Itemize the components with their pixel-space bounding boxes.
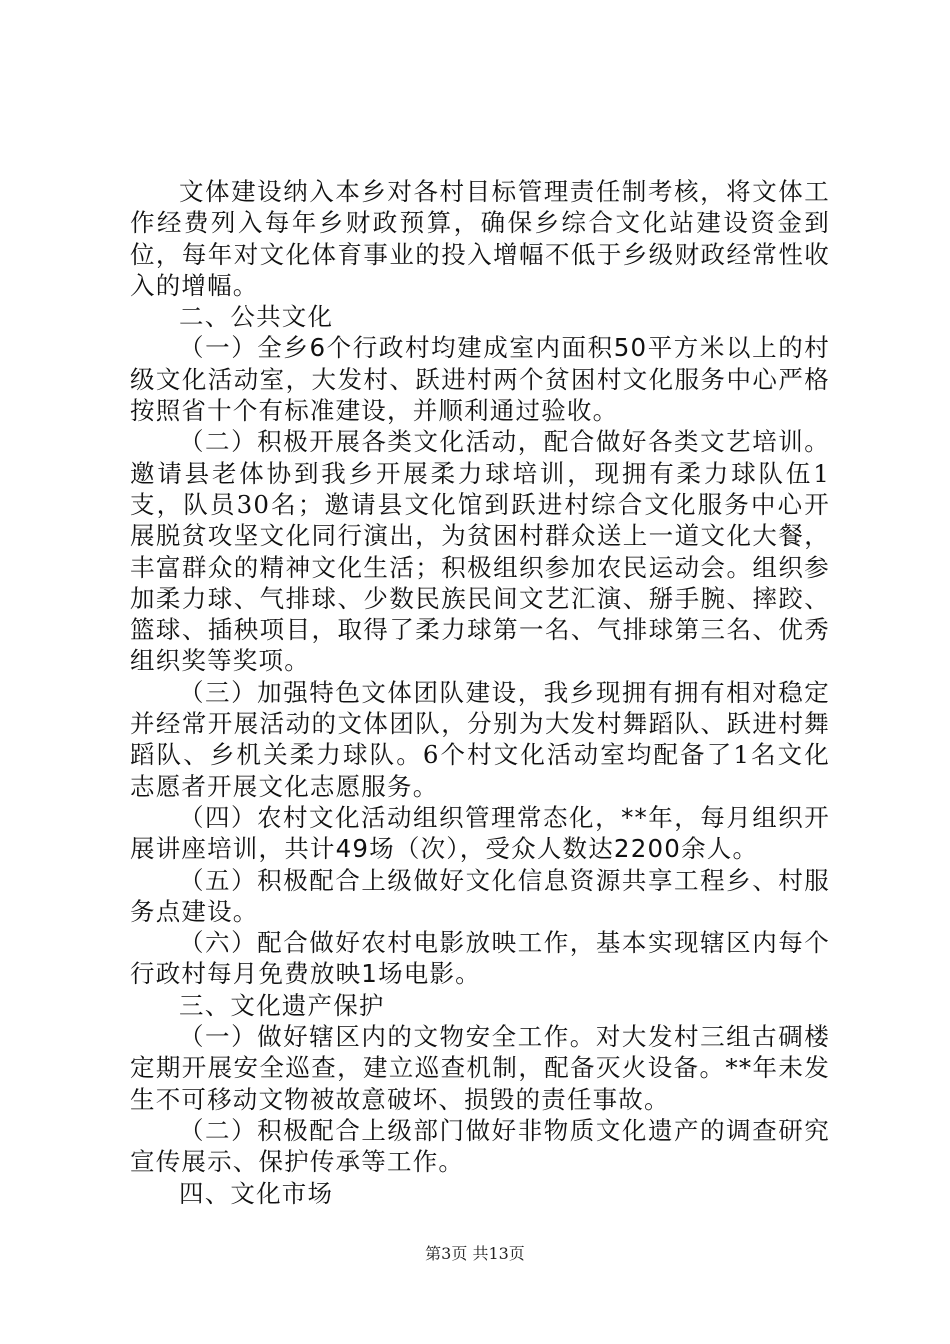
paragraph-heritage-2 <box>130 1115 830 1178</box>
paragraph-text: 邀请县老体协到我乡开展柔力球培训，现拥有柔力球队伍1支，队员30名；邀请县文化馆到跃进村综合文化服务中心开展脱贫攻坚文化同行演出，为贫困村群众送上一道文化大餐，丰富群众的精神文化生活；积极组织参加农民运动会。组织参加柔力球、气排球、少数民族民间文艺汇演、掰手腕、摔跤、篮球、插秧项目，取得了柔力球第一名、气排球第三名、优秀组织奖等奖项。 <box>130 458 830 676</box>
paragraph-lead: （二）积极开展各类文化活动，配合做好各类文艺培训。 <box>179 427 830 457</box>
paragraph-lead: （四）农村文化活动组织管理常态化，**年，每月组织开展讲座培训，共计49场（次），受众人数达2200余人。 <box>130 802 830 864</box>
paragraph-text: 文体建设纳入本乡对各村目标管理责任制考核，将文体工作经费列入每年乡财政预算，确保乡综合文化站建设资金到位，每年对文化体育事业的投入增幅不低于乡级财政经常性收入的增幅。 <box>130 177 830 300</box>
paragraph-lead: （一）做好辖区内的文物安全工作。 <box>179 1022 596 1052</box>
paragraph-item-3 <box>130 677 830 802</box>
paragraph-lead: （一）全乡6个行政村均建成室内面积50平方米以上的村级文化活动室，大发村、跃进村两个贫困村文化服务中心严格按照省十个有标准建设，并顺利通过验收。 <box>130 333 830 426</box>
section-heading-heritage <box>130 990 830 1021</box>
document-body <box>130 176 830 1209</box>
page-footer: 第3页 共13页 <box>425 1244 525 1263</box>
paragraph-item-6 <box>130 927 830 990</box>
paragraph-item-5 <box>130 865 830 928</box>
section-heading-market <box>130 1178 830 1209</box>
paragraph-funding <box>130 176 830 301</box>
paragraph-item-1 <box>130 332 830 426</box>
section-heading-text: 四、文化市场 <box>179 1178 334 1208</box>
section-heading-public-culture <box>130 301 830 332</box>
paragraph-text: 6个村文化活动室均配备了1名文化志愿者开展文化志愿服务。 <box>130 740 831 801</box>
section-heading-text: 二、公共文化 <box>179 302 334 332</box>
paragraph-item-2 <box>130 426 830 676</box>
paragraph-lead: （五）积极配合上级做好文化信息资源共享工程乡、村服务点建设。 <box>130 865 830 926</box>
paragraph-lead: （二）积极配合上级部门做好非物质文化遗产的调查研究宣传展示、保护传承等工作。 <box>130 1115 830 1177</box>
paragraph-lead: （六）配合做好农村电影放映工作，基本实现辖区内每个行政村每月免费放映1场电影。 <box>130 928 830 989</box>
paragraph-lead: （三）加强特色文体团队建设，我乡现拥有拥有相对稳定并经常开展活动的文体团队，分别为大发村舞蹈队、跃进村舞蹈队、乡机关柔力球队。 <box>130 677 830 770</box>
paragraph-heritage-1 <box>130 1021 830 1115</box>
section-heading-text: 三、文化遗产保护 <box>179 990 385 1020</box>
paragraph-item-4 <box>130 802 830 865</box>
paragraph-text: 对大发村三组古碉楼定期开展安全巡查，建立巡查机制，配备灭火设备。**年未发生不可移动文物被故意破坏、损毁的责任事故。 <box>130 1022 830 1114</box>
